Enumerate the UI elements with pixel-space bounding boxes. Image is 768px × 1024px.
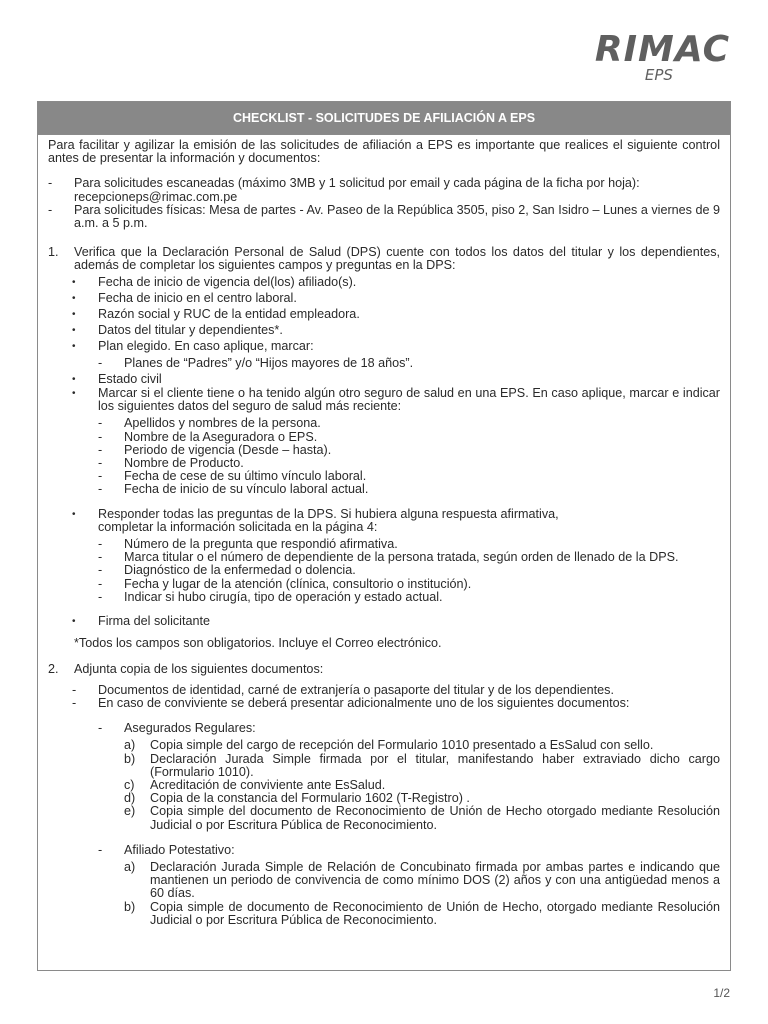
required-note: *Todos los campos son obligatorios. Incluye el Correo electrónico. bbox=[74, 636, 442, 651]
list-item: e) Copia simple del documento de Reconocimiento de Unión de Hecho otorgado mediante Resolución Judicial o por Escritura Pública de Reconocimiento. bbox=[124, 804, 720, 832]
list-item: • Marcar si el cliente tiene o ha tenido algún otro seguro de salud en una EPS. En caso aplique, marcar e indicar los siguientes datos del seguro de salud más reciente: bbox=[72, 386, 720, 414]
step-number: 2. bbox=[48, 661, 59, 676]
logo-brand: RIMAC bbox=[594, 29, 730, 70]
step-1-text: Verifica que la Declaración Personal de Salud (DPS) cuente con todos los datos del titular y los dependientes, además de completar los siguientes campos y preguntas en la DPS: bbox=[74, 245, 720, 273]
list-item: • Estado civil bbox=[72, 371, 162, 386]
list-item: - Nombre de Producto. bbox=[98, 456, 244, 471]
dash-marker: - bbox=[48, 202, 53, 217]
channel-physical bbox=[48, 204, 720, 230]
channels-list bbox=[48, 177, 720, 230]
list-item: d) Copia de la constancia del Formulario 1602 (T-Registro) . bbox=[124, 791, 470, 806]
step-2 bbox=[48, 663, 720, 676]
channel-email: recepcioneps@rimac.com.pe bbox=[74, 189, 238, 204]
list-item: - Nombre de la Aseguradora o EPS. bbox=[98, 429, 318, 444]
list-item: a) Copia simple del cargo de recepción del Formulario 1010 presentado a EsSalud con sello. bbox=[124, 738, 654, 753]
list-item: - Número de la pregunta que respondió afirmativa. bbox=[98, 537, 398, 552]
step-1 bbox=[48, 246, 720, 272]
checklist-title: CHECKLIST - SOLICITUDES DE AFILIACIÓN A EPS bbox=[38, 102, 730, 135]
list-item: • Firma del solicitante bbox=[72, 614, 210, 629]
list-item: - Diagnóstico de la enfermedad o dolencia. bbox=[98, 563, 356, 578]
list-item: - Indicar si hubo cirugía, tipo de operación y estado actual. bbox=[98, 589, 443, 604]
checklist-content bbox=[38, 135, 730, 927]
step-2-text: Adjunta copia de los siguientes documentos: bbox=[74, 661, 324, 676]
list-item: • Responder todas las preguntas de la DPS. Si hubiera alguna respuesta afirmativa, completar la información solicitada en la página 4: bbox=[72, 506, 559, 534]
list-item: - Periodo de vigencia (Desde – hasta). bbox=[98, 442, 332, 457]
list-item: a) Declaración Jurada Simple de Relación de Concubinato firmada por ambas partes e indicando que mantienen un periodo de convivencia de como mínimo DOS (2) años y con una antigüedad menos a 60 días. bbox=[124, 859, 720, 901]
channel-scanned-text: Para solicitudes escaneadas (máximo 3MB y 1 solicitud por email y cada página de la ficha por hoja): bbox=[74, 176, 640, 191]
list-item: - Marca titular o el número de dependiente de la persona tratada, según orden de llenado de la DPS. bbox=[98, 550, 679, 565]
plan-sub-item: - Planes de “Padres” y/o “Hijos mayores de 18 años”. bbox=[98, 355, 414, 370]
intro-paragraph: Para facilitar y agilizar la emisión de las solicitudes de afiliación a EPS es importante que realices el siguiente control antes de presentar la información y documentos: bbox=[48, 138, 720, 166]
step-number: 1. bbox=[48, 245, 59, 260]
channel-scanned bbox=[48, 177, 720, 203]
checklist-box bbox=[37, 101, 731, 971]
logo-sub: EPS bbox=[644, 66, 673, 84]
list-item: b) Declaración Jurada Simple firmada por el titular, manifestando haber extraviado dicho cargo (Formulario 1010). bbox=[124, 751, 720, 779]
regulares-heading: - Asegurados Regulares: bbox=[98, 721, 256, 736]
list-item: - Fecha y lugar de la atención (clínica, consultorio o institución). bbox=[98, 576, 472, 591]
potestativo-heading: - Afiliado Potestativo: bbox=[98, 842, 235, 857]
list-item: • Datos del titular y dependientes*. bbox=[72, 323, 283, 338]
regulares-list bbox=[48, 739, 720, 831]
potestativo-list bbox=[48, 861, 720, 927]
list-item: - Documentos de identidad, carné de extranjería o pasaporte del titular y de los dependientes. bbox=[72, 682, 614, 697]
otro-seguro-sublist bbox=[48, 417, 720, 496]
responder-sublist bbox=[48, 538, 720, 604]
list-item: • Fecha de inicio de vigencia del(los) afiliado(s). bbox=[72, 274, 357, 289]
list-item: - Apellidos y nombres de la persona. bbox=[98, 416, 321, 431]
rimac-eps-logo bbox=[594, 29, 730, 84]
channel-physical-text: Para solicitudes físicas: Mesa de partes - Av. Paseo de la República 3505, piso 2, San Isidro – Lunes a viernes de 9 a.m. a 5 p.m. bbox=[74, 202, 720, 231]
page-number: 1/2 bbox=[713, 986, 730, 1000]
dash-marker: - bbox=[48, 176, 53, 191]
list-item: - En caso de conviviente se deberá presentar adicionalmente uno de los siguientes documentos: bbox=[72, 695, 630, 710]
list-item: • Plan elegido. En caso aplique, marcar: bbox=[72, 339, 314, 354]
list-item: • Fecha de inicio en el centro laboral. bbox=[72, 290, 297, 305]
list-item: • Razón social y RUC de la entidad empleadora. bbox=[72, 307, 360, 322]
list-item: - Fecha de cese de su último vínculo laboral. bbox=[98, 469, 367, 484]
list-item: c) Acreditación de conviviente ante EsSalud. bbox=[124, 777, 386, 792]
list-item: b) Copia simple de documento de Reconocimiento de Unión de Hecho, otorgado mediante Resolución Judicial o por Escritura Pública de Reconocimiento. bbox=[124, 899, 720, 927]
list-item: - Fecha de inicio de su vínculo laboral actual. bbox=[98, 482, 369, 497]
